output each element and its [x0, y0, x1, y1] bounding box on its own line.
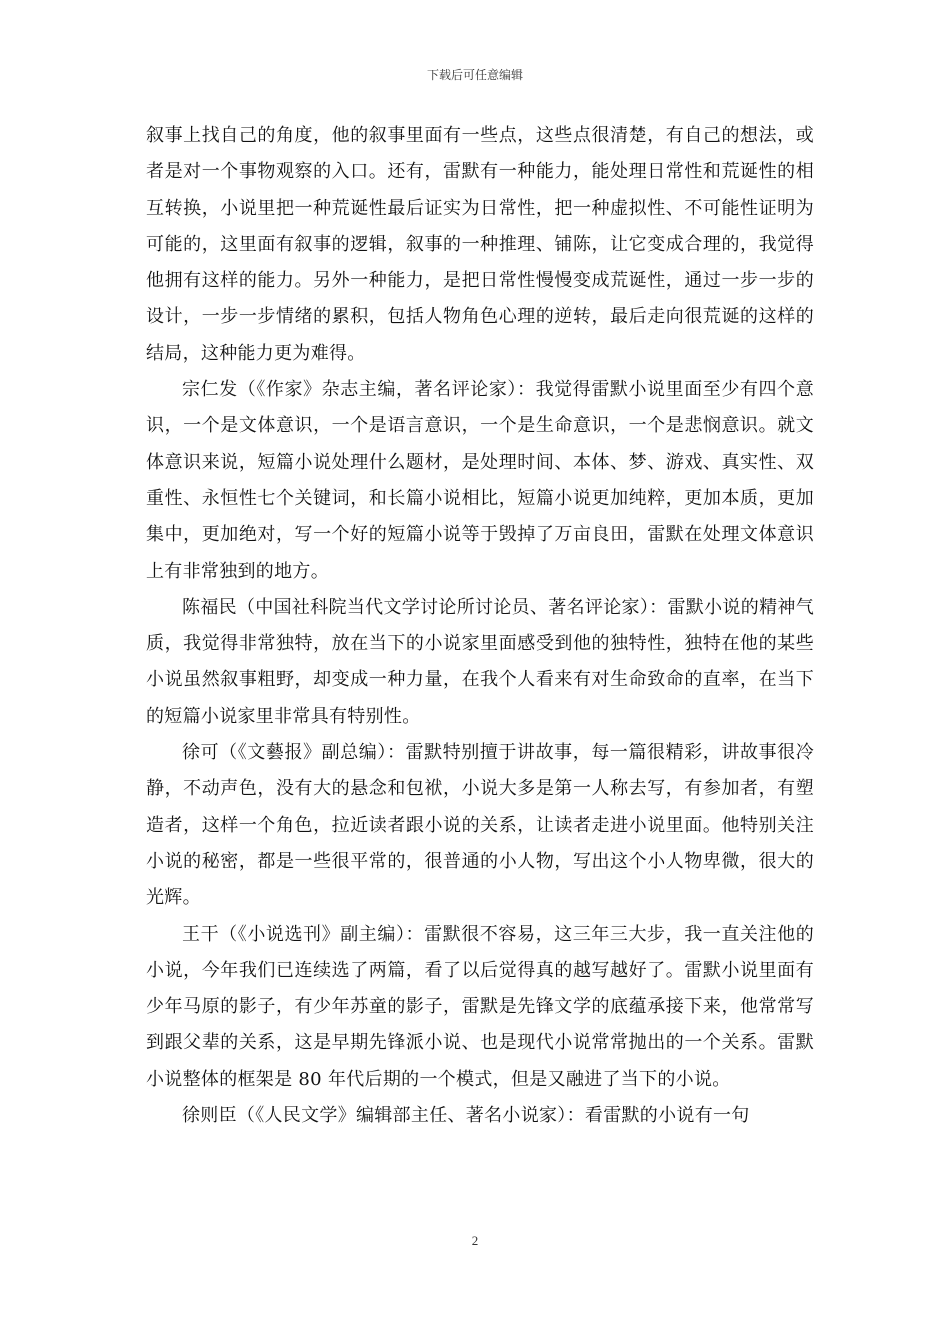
page-number: 2: [471, 1233, 479, 1248]
paragraph-2: 宗仁发（《作家》杂志主编，著名评论家）：我觉得雷默小说里面至少有四个意识，一个是文体意识，一个是语言意识，一个是生命意识，一个是悲悯意识。就文体意识来说，短篇小说处理什么题材，是处理时间、本体、梦、游戏、真实性、双重性、永恒性七个关键词，和长篇小说相比，短篇小说更加纯粹，更加本质，更加集中，更加绝对，写一个好的短篇小说等于毁掉了万亩良田，雷默在处理文体意识上有非常独到的地方。: [146, 379, 814, 582]
paragraph-1: 叙事上找自己的角度，他的叙事里面有一些点，这些点很清楚，有自己的想法，或者是对一个事物观察的入口。还有，雷默有一种能力，能处理日常性和荒诞性的相互转换，小说里把一种荒诞性最后证实为日常性，把一种虚拟性、不可能性证明为可能的，这里面有叙事的逻辑，叙事的一种推理、铺陈，让它变成合理的，我觉得他拥有这样的能力。另外一种能力，是把日常性慢慢变成荒诞性，通过一步一步的设计，一步一步情绪的累积，包括人物角色心理的逆转，最后走向很荒诞的这样的结局，这种能力更为难得。: [146, 125, 814, 364]
paragraph-4: 徐可（《文藝报》副总编）：雷默特别擅于讲故事，每一篇很精彩，讲故事很冷静，不动声色，没有大的悬念和包袱，小说大多是第一人称去写，有参加者，有塑造者，这样一个角色，拉近读者跟小说的关系，让读者走进小说里面。他特别关注小说的秘密，都是一些很平常的，很普通的小人物，写出这个小人物卑微，很大的光辉。: [146, 742, 814, 909]
paragraph-3: 陈福民（中国社科院当代文学讨论所讨论员、著名评论家）：雷默小说的精神气质，我觉得非常独特，放在当下的小说家里面感受到他的独特性，独特在他的某些小说虽然叙事粗野，却变成一种力量，在我个人看来有对生命致命的直率，在当下的短篇小说家里非常具有特别性。: [146, 596, 814, 727]
document-body: [146, 118, 814, 1134]
page-header: 下载后可任意编辑: [426, 68, 523, 82]
paragraph-6: 徐则臣（《人民文学》编辑部主任、著名小说家）：看雷默的小说有一句: [182, 1105, 750, 1127]
paragraph-5: 王干（《小说选刊》副主编）：雷默很不容易，这三年三大步，我一直关注他的小说，今年我们已连续选了两篇，看了以后觉得真的越写越好了。雷默小说里面有少年马原的影子，有少年苏童的影子，雷默是先锋文学的底蕴承接下来，他常常写到跟父辈的关系，这是早期先锋派小说、也是现代小说常常抛出的一个关系。雷默小说整体的框架是 80 年代后期的一个模式，但是又融进了当下的小说。: [146, 923, 814, 1090]
